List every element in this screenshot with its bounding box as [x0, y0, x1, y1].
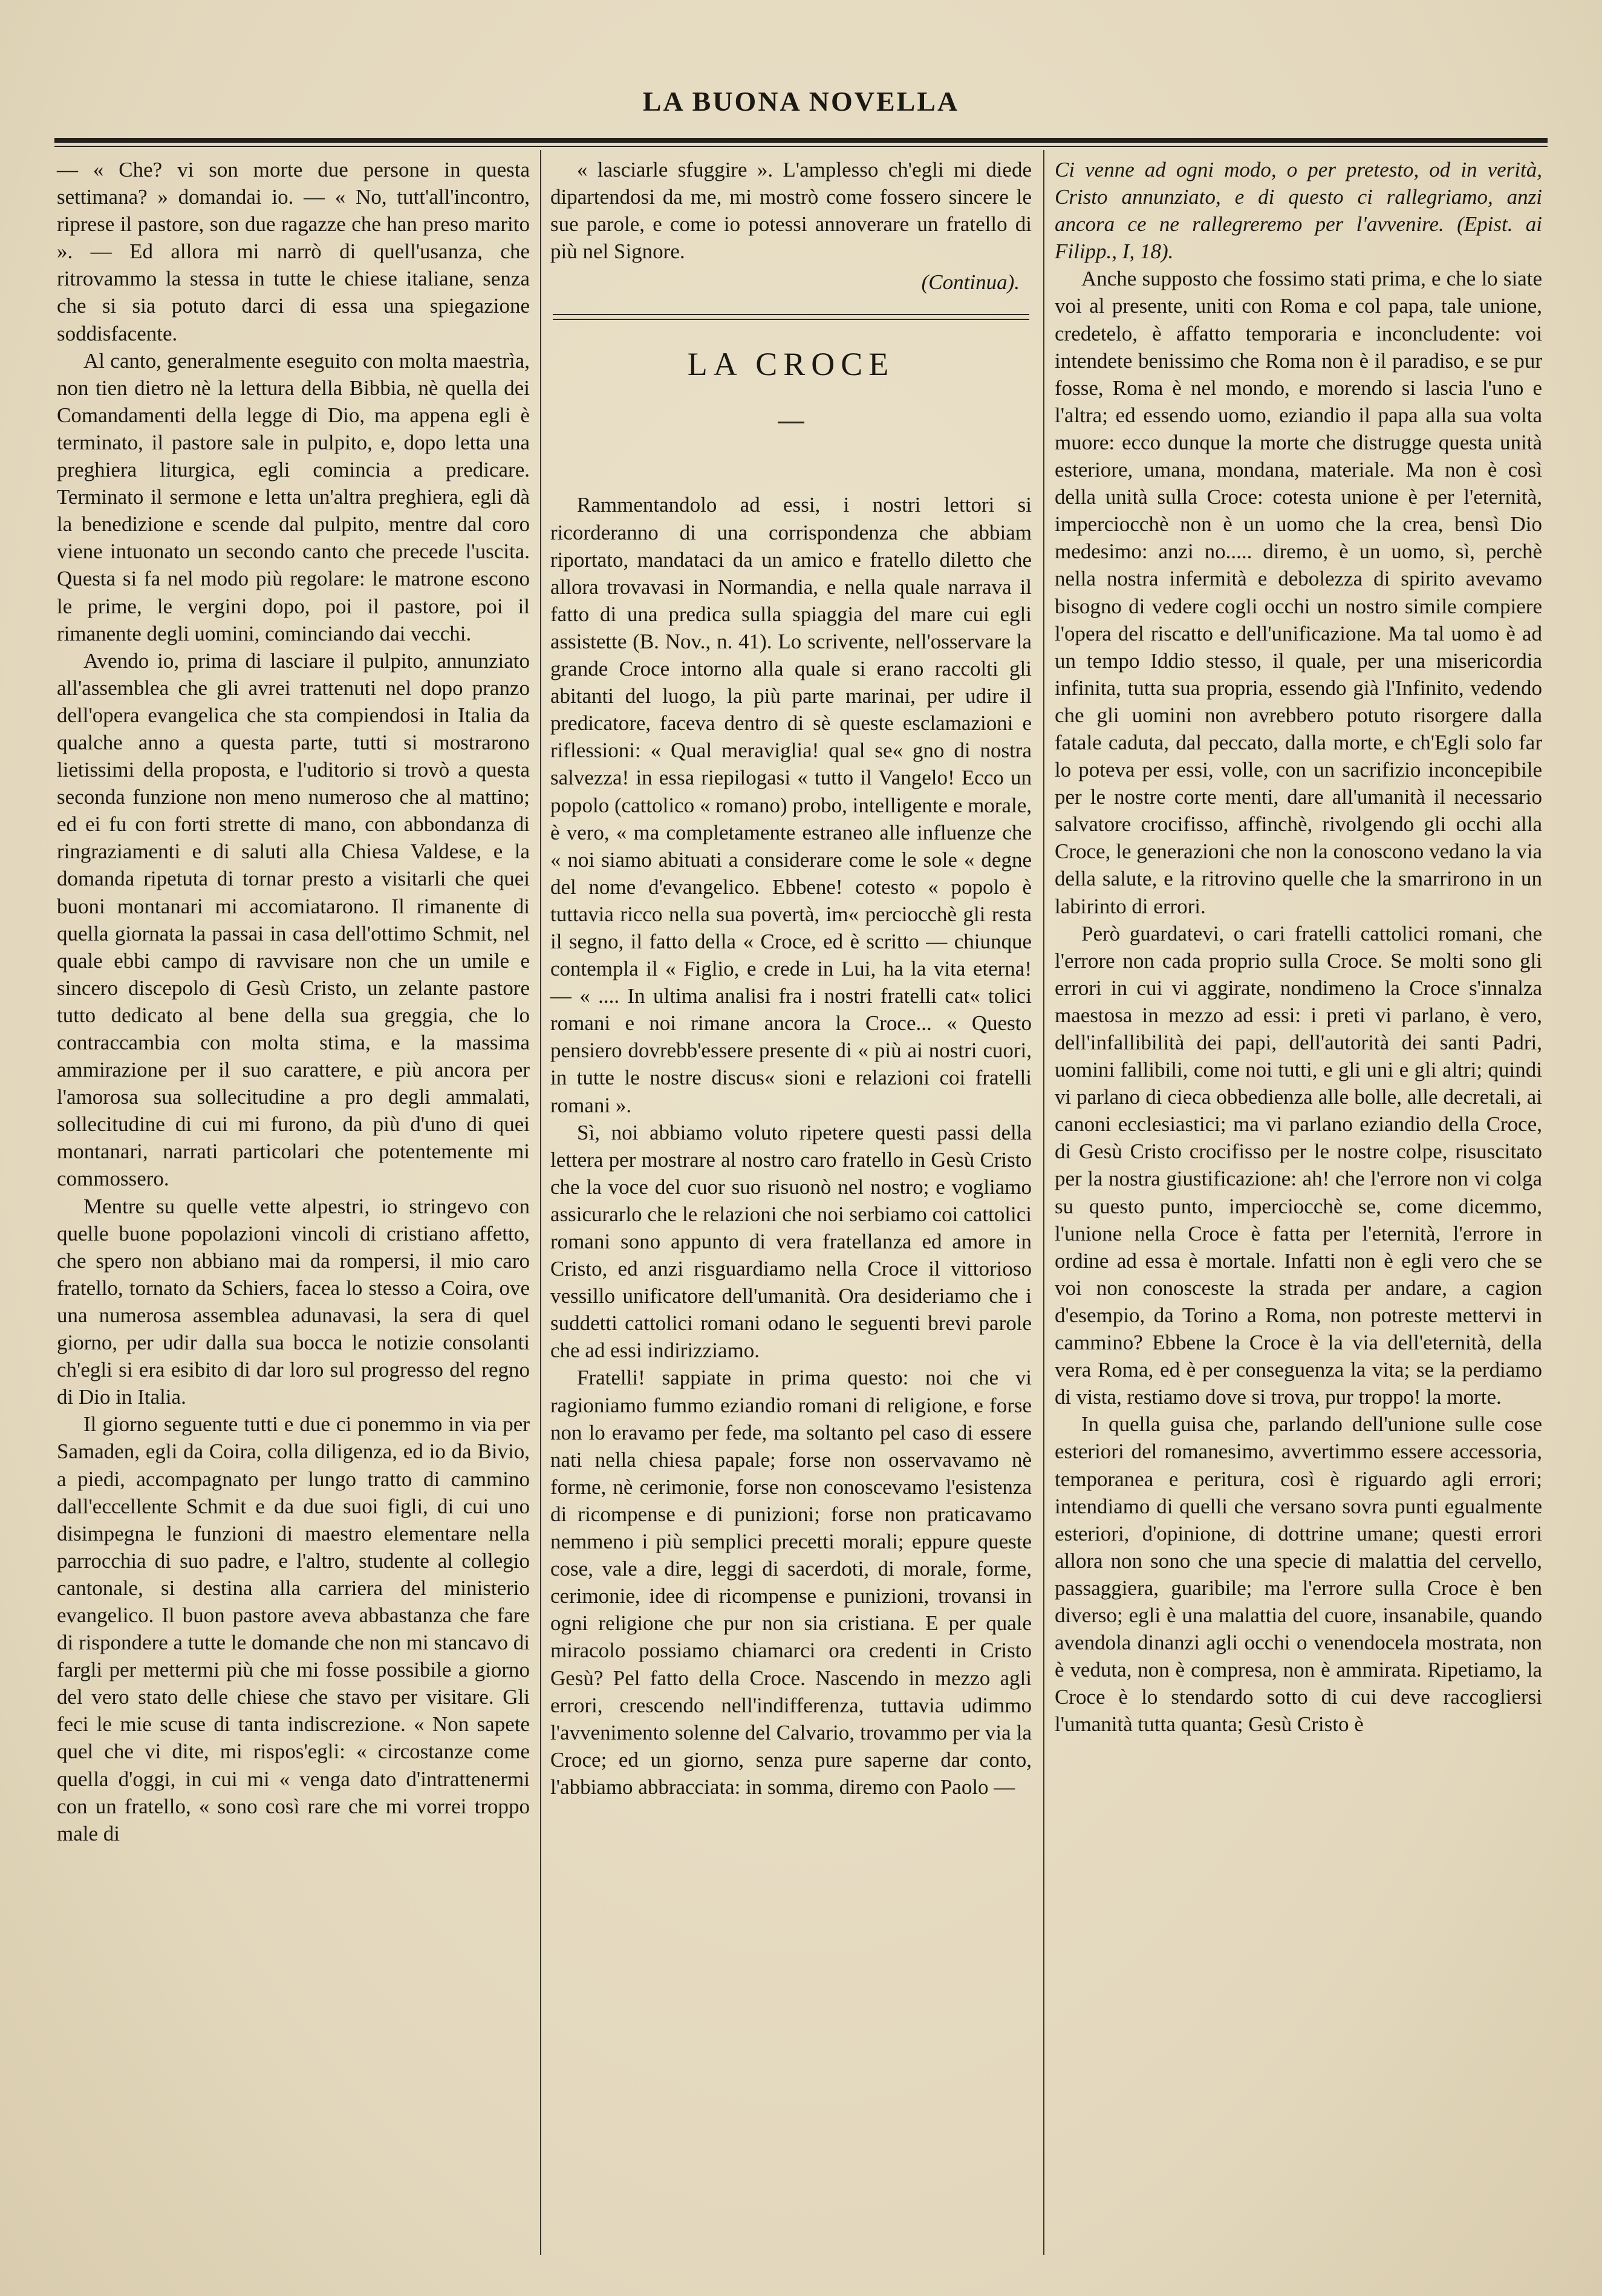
- newspaper-title: LA BUONA NOVELLA: [642, 86, 960, 117]
- section-title: LA CROCE: [687, 346, 895, 383]
- spacer: [550, 423, 1032, 491]
- paragraph: In quella guisa che, parlando dell'unione sulle cose esteriori del romanesimo, avvertimmo essere accessoria, temporanea e peritura, così è riguardo agli errori; intendiamo di quelli che versano sovra punti egualmente esteriori, d'opinione, di dottrine umane; questi errori allora non sono che una specie di malattia del cervello, passaggiera, guaribile; ma l'errore sulla Croce è ben diverso; egli è una malattia del cuore, insanabile, quando avendola dinanzi agli occhi o venendocela mostrata, non è veduta, non è compresa, non è ammirata. Ripetiamo, la Croce è lo stendardo sotto di cui deve raccogliersi l'umanità tutta quanta; Gesù Cristo è: [1055, 1412, 1542, 1737]
- header-rule-thick: [54, 138, 1548, 143]
- paragraph: — « Che? vi son morte due persone in questa settimana? » domandai io. — « No, tutt'all'incontro, riprese il pastore, son due ragazze che han preso marito ». — Ed allora mi narrò di quell'usanza, che ritrovammo la stessa in tutte le chiese italiane, senza che si sia potuto darci di essa una spiegazione soddisfacente.: [57, 158, 530, 345]
- column-divider-left: [540, 150, 541, 2255]
- column-left: [57, 156, 530, 1847]
- quotation: [1055, 156, 1542, 265]
- paragraph: Rammentandolo ad essi, i nostri lettori si ricorderanno di una corrispondenza che abbiam riportato, mandataci da un amico e fratello diletto che allora trovavasi in Normandia, e nella quale narrava il fatto di una predica sulla spiaggia del mare cui egli assistette (B. Nov., n. 41). Lo scrivente, nell'osservare la grande Croce intorno alla quale si erano raccolti gli abitanti del luogo, la più parte marinai, per udire il predicatore, faceva dentro di sè queste esclamazioni e riflessioni: « Qual meraviglia! qual se« gno di nostra salvezza! in essa riepilogasi « tutto il Vangelo! Ecco un popolo (cattolico « romano) probo, intelligente e morale, è vero, « ma completamente estraneo alle influenze che « noi siamo abituati a considerare come le sole « degne del nome d'evangelico. Ebbene! cotesto « popolo è tuttavia ricco nella sua povertà, im« perciocchè gli resta il segno, il fatto della « Croce, ed è scritto — chiunque contempla il « Figlio, e crede in Lui, ha la vita eterna! — « .... In ultima analisi fra i nostri fratelli cat« tolici romani e noi rimane ancora la Croce... « Questo pensiero dovrebb'essere presente di « più ai nostri cuori, in tutte le nostre discus« sioni e relazioni coi fratelli romani ».: [550, 493, 1032, 1117]
- column-middle: [550, 156, 1032, 1801]
- continua-note: (Continua).: [921, 270, 1020, 295]
- paragraph: « lasciarle sfuggire ». L'amplesso ch'egli mi diede dipartendosi da me, mi mostrò come fossero sincere le sue parole, e come io potessi annoverare un fratello di più nel Signore.: [550, 158, 1032, 264]
- quotation-text: Ci venne ad ogni modo, o per pretesto, od in verità, Cristo annunziato, e di questo ci rallegriamo, anzi ancora ce ne rallegreremo per l'avvenire. (Epist. ai Filipp., I, 18).: [1055, 158, 1542, 264]
- paragraph: Fratelli! sappiate in prima questo: noi che vi ragioniamo fummo eziandio romani di religione, e forse non lo eravamo per fede, ma soltanto pel caso di essere nati nella chiesa papale; forse non osservavamo nè forme, nè cerimonie, forse non conoscevamo l'esistenza di ricompense e di punizioni; forse non praticavamo nemmeno i più semplici precetti morali; eppure queste cose, vale a dire, leggi di sacerdoti, di morale, forme, cerimonie, idee di ricompense e punizioni, trovansi in ogni religione che pur non sia cristiana. E per quale miracolo possiamo chiamarci ora credenti in Cristo Gesù? Pel fatto della Croce. Nascendo in mezzo agli errori, crescendo nell'indifferenza, tuttavia udimmo l'avvenimento solenne del Calvario, trovammo per via la Croce; ed un giorno, senza pure saperne dar conto, l'abbiamo abbracciata: in somma, diremo con Paolo —: [550, 1366, 1032, 1799]
- column-right: [1055, 156, 1542, 1738]
- paragraph: Però guardatevi, o cari fratelli cattolici romani, che l'errore non cada proprio sulla Croce. Se molti sono gli errori in cui vi aggirate, nondimeno la Croce s'innalza maestosa in mezzo ad essi: i preti vi parlano, è vero, dell'infallibilità dei papi, dell'autorità dei santi Padri, uomini fallibili, come noi tutti, e gli uni e gli altri; quindi vi parlano di cieca obbedienza alle bolle, alle decretali, ai canoni ecclesiastici; ma vi parlano eziandio della Croce, di Gesù Cristo crocifisso per le nostre colpe, risuscitato per la nostra giustificazione: ah! che l'errore non vi colga su questo punto, imperciocchè se, come dicemmo, l'unione nella Croce è fatta per l'eternità, l'errore in ordine ad essa è mortale. Infatti non è egli vero che se voi non conosceste la strada per andare, a cagion d'esempio, da Torino a Roma, non potreste mettervi in cammino? Ebbene la Croce è la via dell'eternità, della vera Roma, ed è per conseguenza la vita; se la perdiamo di vista, restiamo dove si trova, pur troppo! la morte.: [1055, 921, 1542, 1409]
- paragraph: Il giorno seguente tutti e due ci ponemmo in via per Samaden, egli da Coira, colla diligenza, ed io da Bivio, a piedi, accompagnato per lungo tratto di cammino dall'eccellente Schmit e da due suoi figli, di cui uno disimpegna le funzioni di maestro elementare nella parrocchia di suo padre, e l'altro, studente al collegio cantonale, si destina alla carriera del ministerio evangelico. Il buon pastore aveva abbastanza che fare di rispondere a tutte le domande che non mi stancavo di fargli per mettermi più che mi fosse possibile a giorno del vero stato delle chiese che stavo per visitare. Gli feci le mie scuse di tanta indiscrezione. « Non sapete quel che vi dite, mi rispos'egli: « circostanze come quella d'oggi, in cui mi « venga dato d'intrattenermi con un fratello, « sono così rare che mi vorrei troppo male di: [57, 1412, 530, 1845]
- header-rule-thin: [54, 146, 1548, 147]
- paragraph: Al canto, generalmente eseguito con molta maestrìa, non tien dietro nè la lettura della Bibbia, nè quella dei Comandamenti della legge di Dio, ma appena egli è terminato, il pastore sale in pulpito, e, dopo letta una preghiera liturgica, egli comincia a predicare. Terminato il sermone e letta un'altra preghiera, egli dà la benedizione e scende dal pulpito, mentre dal coro viene intuonato un secondo canto che precede l'uscita. Questa si fa nel modo più regolare: le matrone escono le prime, le vergini dopo, poi il pastore, poi il rimanente degli uomini, cominciando dai vecchi.: [57, 348, 530, 645]
- paragraph: Anche supposto che fossimo stati prima, e che lo siate voi al presente, uniti con Roma e col papa, tale unione, credetelo, è affatto temporaria e inconcludente: voi intendete benissimo che Roma non è il paradiso, e se pur fosse, Roma è nel mondo, e morendo si lascia l'uno e l'altra; ed essendo uomo, eziandio il papa alla sua volta muore: ecco dunque la morte che distrugge questa unità esteriore, umana, mondana, materiale. Ma non è così della unità sulla Croce: cotesta unione è per l'eternità, imperciocchè non è un uomo che la crea, bensì Dio medesimo: anzi no..... diremo, è un uomo, sì, perchè nella nostra infermità e debolezza di spirito avevamo bisogno di vedere cogli occhi un nostro simile compiere l'opera del riscatto e dell'unificazione. Ma tal uomo è ad un tempo Iddio stesso, il quale, per una misericordia infinita, tutta sua propria, essendo già l'Infinito, vedendo che gli uomini non avrebbero potuto risorgere dalla fatale caduta, dal peccato, dalla morte, e ch'Egli solo far lo poteva per essi, volle, con un sacrifizio inconcepibile per le nostre corte menti, dare all'umanità il necessario salvatore crocifisso, affinchè, rivolgendo gli occhi alla Croce, le generazioni che non la conoscono vedano la via della salute, e la ritrovino quelle che la smarrirono in un labirinto di errori.: [1055, 267, 1542, 918]
- masthead: [54, 83, 1548, 138]
- column-divider-right: [1043, 150, 1044, 2255]
- section-separator: [553, 314, 1029, 320]
- paragraph: Sì, noi abbiamo voluto ripetere questi passi della lettera per mostrare al nostro caro fratello in Gesù Cristo che la voce del cuor suo risuonò nel nostro; e vogliamo assicurarlo che le relazioni che noi serbiamo coi cattolici romani sono appunto di vera fratellanza ed amore in Cristo, ed anzi risguardiamo nella Croce il vittorioso vessillo unificatore dell'umanità. Ora desideriamo che i suddetti cattolici romani odano le seguenti brevi parole che ad essi indirizziamo.: [550, 1120, 1032, 1363]
- paragraph: Avendo io, prima di lasciare il pulpito, annunziato all'assemblea che gli avrei trattenuti nel dopo pranzo dell'opera evangelica che sta compiendosi in Italia da qualche anno a questa parte, tutti si mostrarono lietissimi della proposta, e l'uditorio si trovò a questa seconda funzione non meno numeroso che al mattino; ed ei fu con forti strette di mano, con abbondanza di ringraziamenti e di saluti alla Chiesa Valdese, e la domanda ripetuta di tornar presto a visitarli che quei buoni montanari mi accomiatarono. Il rimanente di quella giornata la passai in casa dell'ottimo Schmit, nel quale ebbi campo di ravvisare non che un umile e sincero discepolo di Gesù Cristo, un zelante pastore tutto dedicato al bene della sua greggia, che lo contraccambia con molta stima, e la massima ammirazione per il suo carattere, e più ancora per l'amorosa sua sollecitudine a pro degli ammalati, sollecitudine di cui mi furono, da più d'uno di quei montanari, narrati particolari che potentemente mi commossero.: [57, 648, 530, 1191]
- paragraph: Mentre su quelle vette alpestri, io stringevo con quelle buone popolazioni vincoli di cristiano affetto, che spero non abbiano mai da rompersi, il mio caro fratello, tornato da Schiers, facea lo stesso a Coira, ove una numerosa assemblea adunavasi, la sera di quel giorno, per udir dalla sua bocca le notizie consolanti ch'egli si era esibito di dar loro sul progresso del regno di Dio in Italia.: [57, 1194, 530, 1409]
